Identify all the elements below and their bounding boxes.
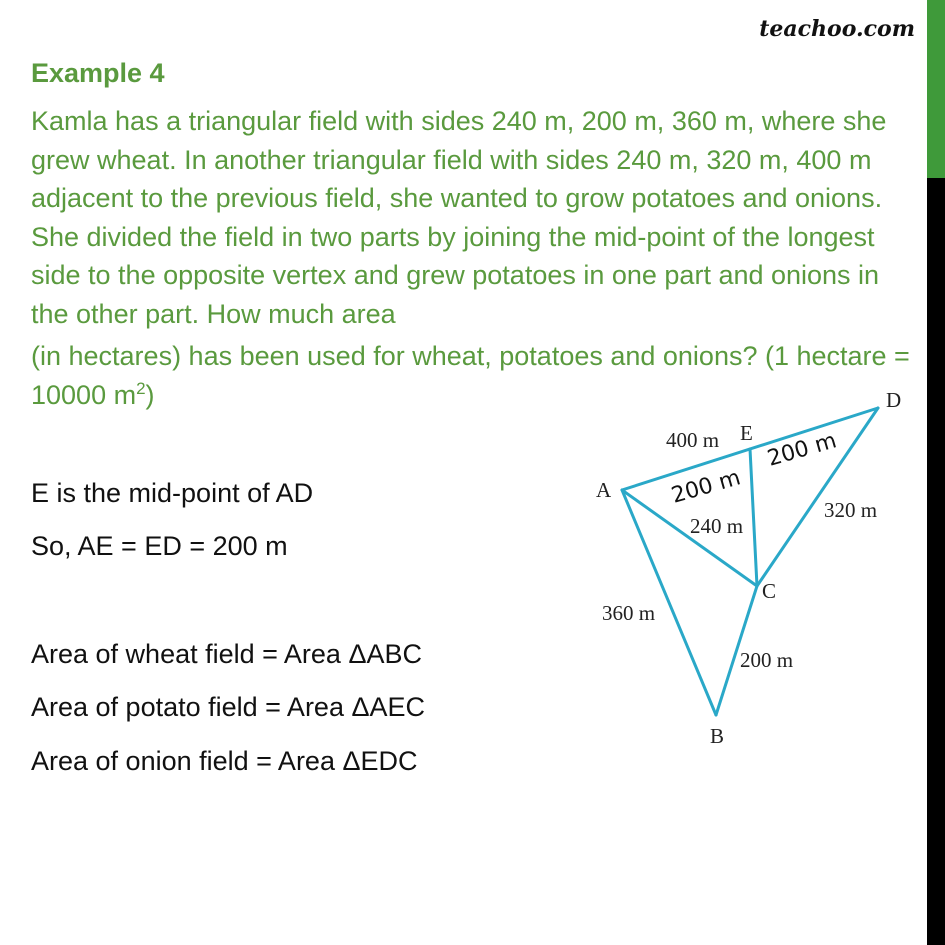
label-AB: 360 m xyxy=(602,601,656,625)
example-heading: Example 4 xyxy=(31,58,165,88)
problem-text: Kamla has a triangular field with sides 240 m, 200 m, 360 m, where she grew wheat. In another triangular field with sides 240 m, 320 m, 400 m adjacent to the previous field, she wanted to grow potatoes and onions. She divided the field in two parts by joining the mid-point of the longest side to the opposite vertex and grew potatoes in one part and onions in the other part. How much area xyxy=(31,106,887,329)
label-DC: 320 m xyxy=(824,498,878,522)
solution-line-3: Area of wheat field = Area ΔABC xyxy=(31,639,422,669)
solution-line-4: Area of potato field = Area ΔAEC xyxy=(31,692,426,722)
teachoo-logo: teachoo.com xyxy=(759,16,915,42)
label-EC: 240 m xyxy=(690,514,744,538)
vertex-C: C xyxy=(762,579,777,603)
superscript: 2 xyxy=(136,378,146,398)
solution-line-5: Area of onion field = Area ΔEDC xyxy=(31,746,418,776)
vertex-A: A xyxy=(596,478,612,502)
label-ED-handwritten: 200 m xyxy=(764,428,840,472)
label-AD: 400 m xyxy=(666,428,720,452)
solution-line-2: So, AE = ED = 200 m xyxy=(31,531,288,561)
label-AE-handwritten: 200 m xyxy=(668,465,744,509)
problem-text-2: (in hectares) has been used for wheat, potatoes and onions? (1 hectare = 10000 $m^2$) xyxy=(31,341,910,410)
vertex-D: D xyxy=(886,388,902,412)
vertex-B: B xyxy=(710,724,725,748)
vertex-E: E xyxy=(740,421,753,445)
label-CB: 200 m xyxy=(740,648,794,672)
side-EC xyxy=(750,449,757,586)
solution-line-1: E is the mid-point of AD xyxy=(31,478,314,508)
